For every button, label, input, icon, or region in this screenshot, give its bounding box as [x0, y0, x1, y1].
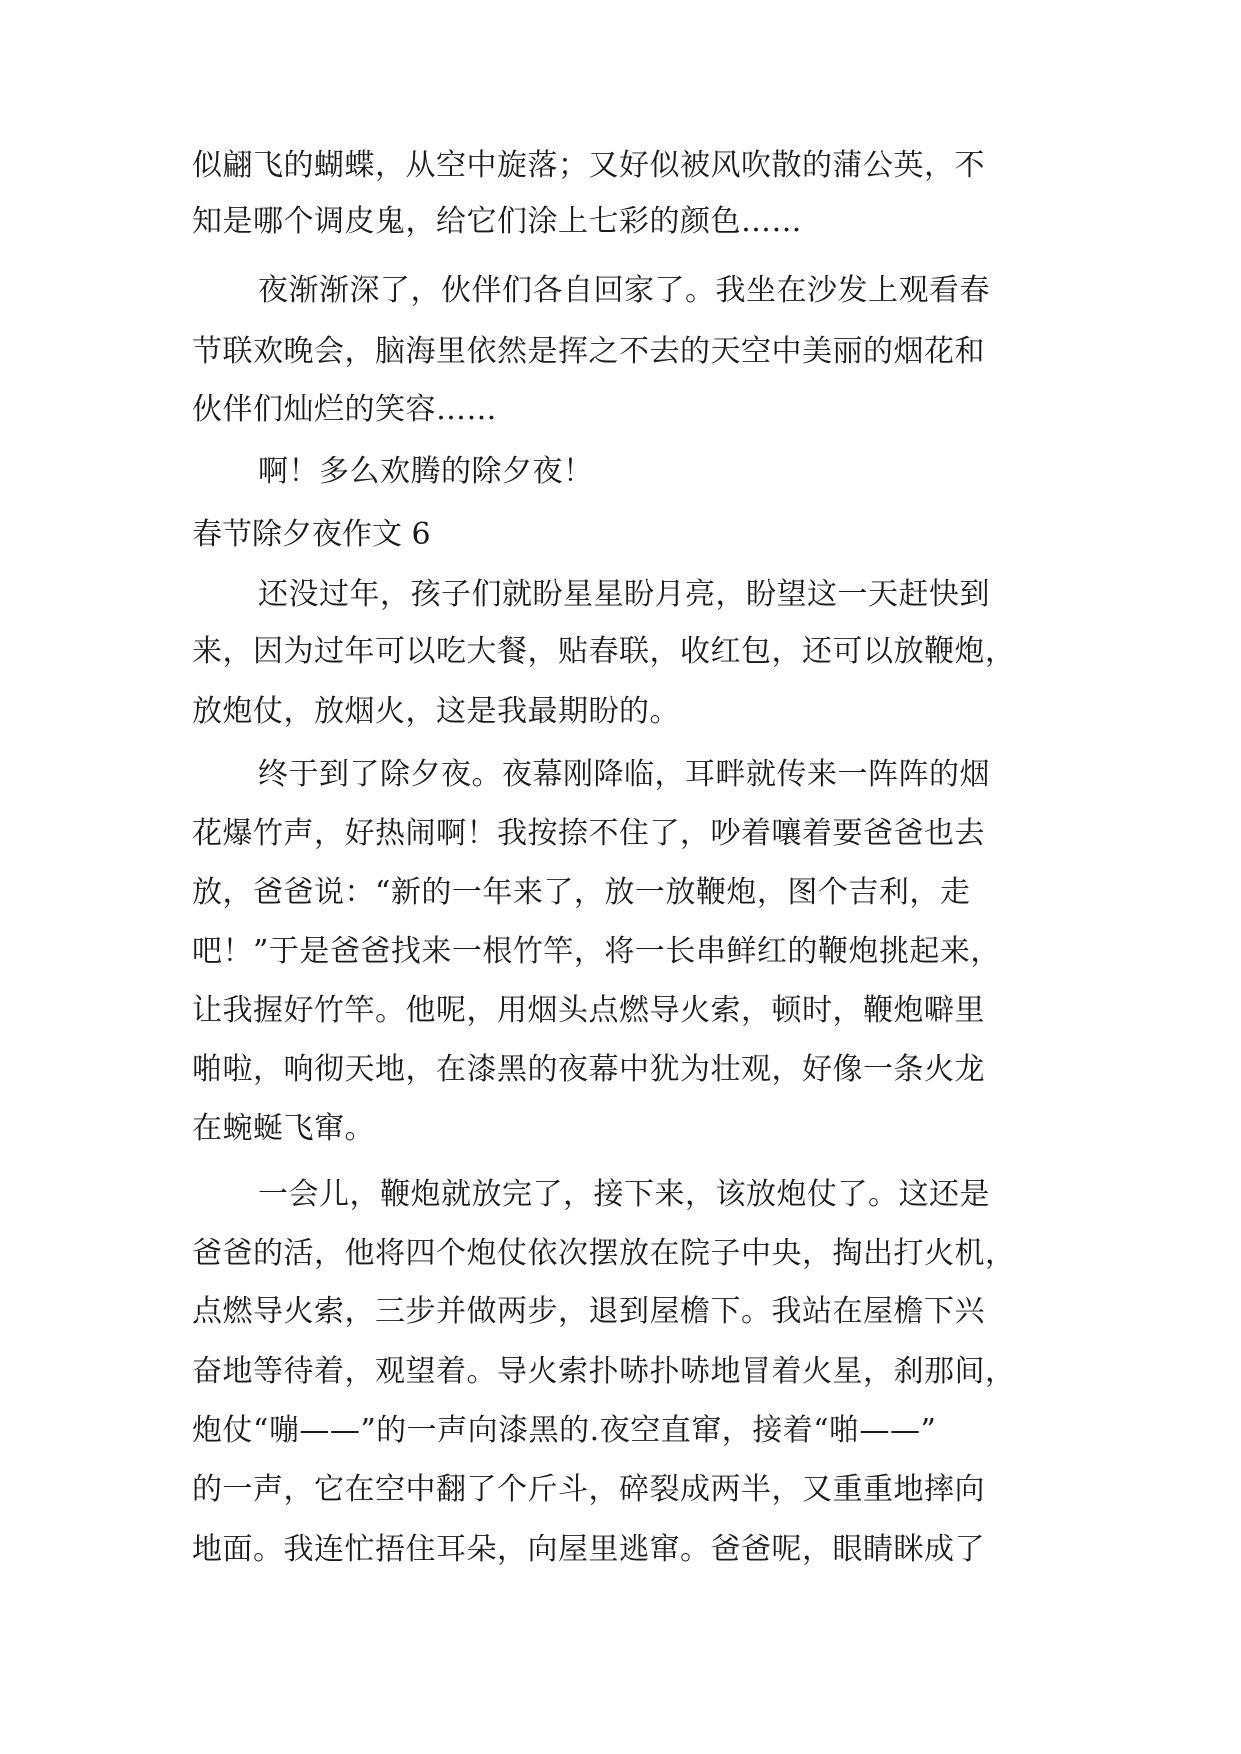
text-line: 让我握好竹竿。他呢，用烟头点燃导火索，顿时，鞭炮噼里 — [192, 993, 985, 1028]
text-line: 奋地等待着，观望着。导火索扑哧扑哧地冒着火星，刹那间， — [192, 1354, 1016, 1389]
text-line: 的一声，它在空中翻了个斤斗，碎裂成两半，又重重地摔向 — [192, 1472, 985, 1507]
text-line: 节联欢晚会，脑海里依然是挥之不去的天空中美丽的烟花和 — [192, 334, 985, 369]
text-line: 来，因为过年可以吃大餐，贴春联，收红包，还可以放鞭炮， — [192, 634, 1016, 669]
text-line: 放炮仗，放烟火，这是我最期盼的。 — [192, 694, 680, 729]
text-line: 爸爸的活，他将四个炮仗依次摆放在院子中央，掏出打火机， — [192, 1236, 1016, 1271]
text-line: 伙伴们灿烂的笑容…… — [192, 392, 497, 427]
text-line: 点燃导火索，三步并做两步，退到屋檐下。我站在屋檐下兴 — [192, 1294, 985, 1329]
section-title: 春节除夕夜作文 6 — [192, 517, 431, 552]
text-line: 知是哪个调皮鬼，给它们涂上七彩的颜色…… — [192, 204, 802, 239]
paragraph-start-line: 终于到了除夕夜。夜幕刚降临，耳畔就传来一阵阵的烟 — [258, 757, 990, 792]
text-line: 啪啦，响彻天地，在漆黑的夜幕中犹为壮观，好像一条火龙 — [192, 1052, 985, 1087]
text-line: 放，爸爸说：“新的一年来了，放一放鞭炮，图个吉利，走 — [192, 875, 971, 910]
text-line: 似翩飞的蝴蝶，从空中旋落；又好似被风吹散的蒲公英，不 — [192, 148, 985, 183]
paragraph-start-line: 夜渐渐深了，伙伴们各自回家了。我坐在沙发上观看春 — [258, 273, 990, 308]
text-line: 炮仗“嘣——”的一声向漆黑的.夜空直窜，接着“啪——” — [192, 1413, 937, 1448]
paragraph-start-line: 啊！多么欢腾的除夕夜！ — [258, 454, 594, 489]
text-line: 在蜿蜒飞窜。 — [192, 1111, 375, 1146]
paragraph-start-line: 一会儿，鞭炮就放完了，接下来，该放炮仗了。这还是 — [258, 1177, 990, 1212]
paragraph-start-line: 还没过年，孩子们就盼星星盼月亮，盼望这一天赶快到 — [258, 577, 990, 612]
text-line: 地面。我连忙捂住耳朵，向屋里逃窜。爸爸呢，眼睛眯成了 — [192, 1532, 985, 1567]
text-line: 花爆竹声，好热闹啊！我按捺不住了，吵着嚷着要爸爸也去 — [192, 816, 985, 851]
text-line: 吧！”于是爸爸找来一根竹竿，将一长串鲜红的鞭炮挑起来， — [192, 934, 1001, 969]
